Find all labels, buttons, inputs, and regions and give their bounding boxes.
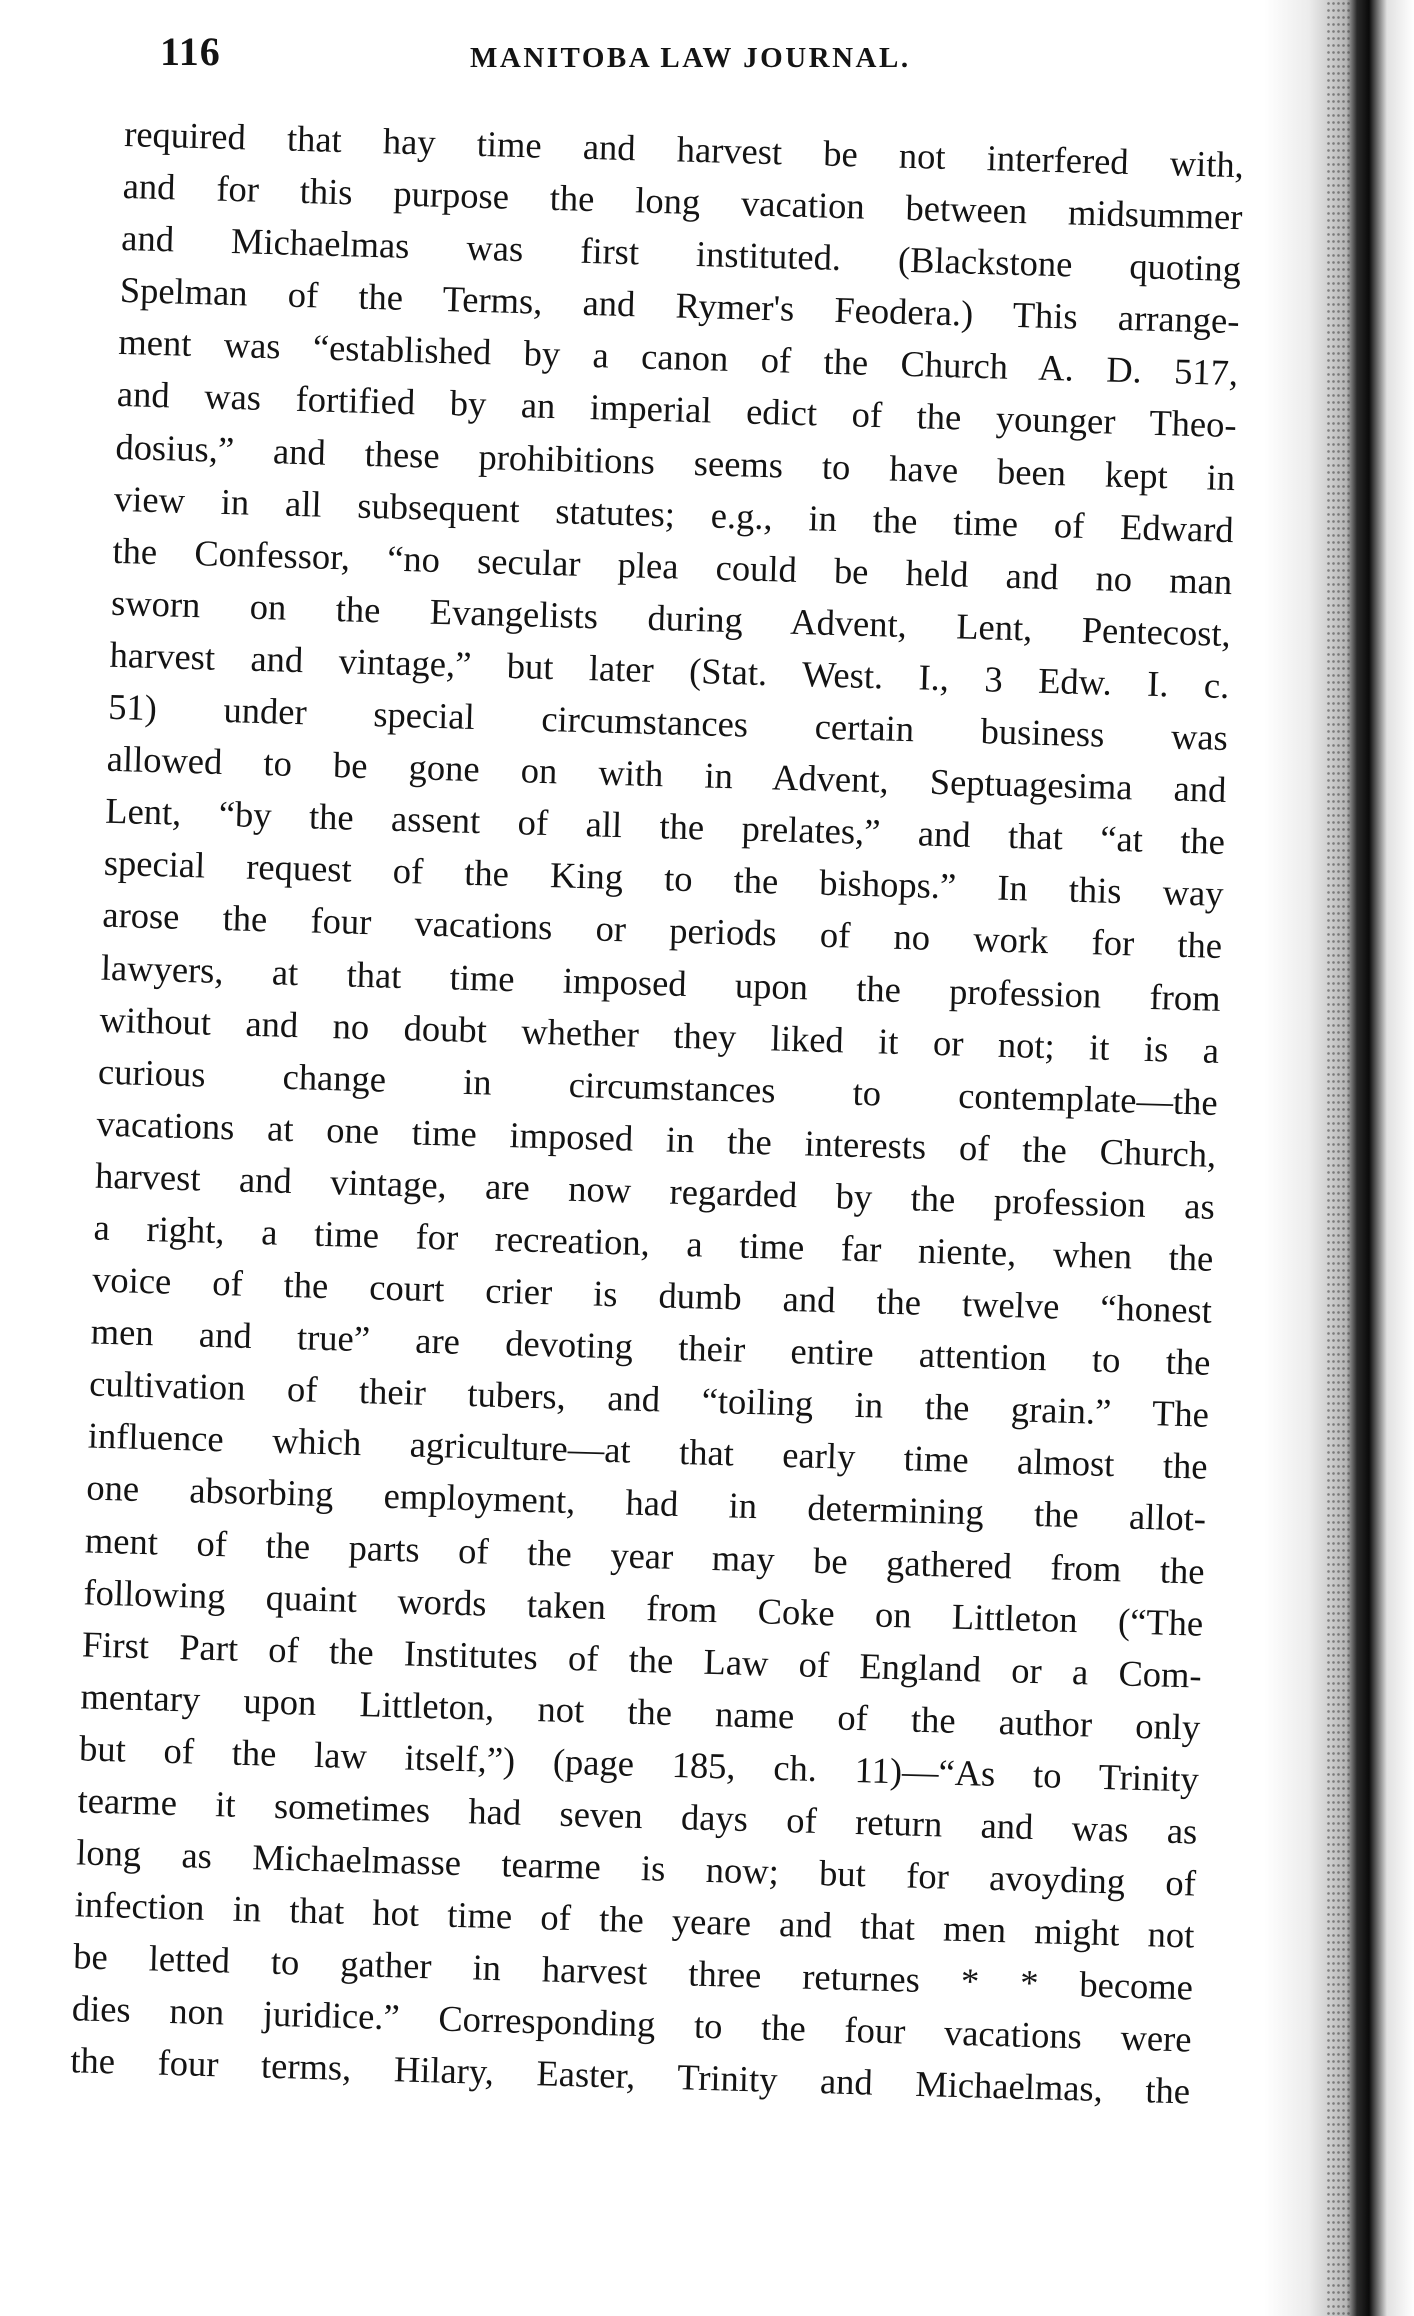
text-line: harvest and vintage,” but later (Stat. West. I., 3 Edw. I. c. [109, 633, 1230, 706]
text-line: view in all subsequent statutes; e.g., in the time of Edward [113, 477, 1235, 550]
text-line: allowed to be gone on with in Advent, Septuagesima and [106, 737, 1227, 811]
text-line: curious change in circumstances to contemplate—the [97, 1050, 1219, 1123]
text-line: 51) under special circumstances certain business was [107, 685, 1229, 759]
text-line: First Part of the Institutes of the Law of England or a Com- [81, 1623, 1203, 1696]
text-line: mentary upon Littleton, not the name of the author only [80, 1675, 1201, 1748]
text-line: a right, a time for recreation, a time far niente, when the [93, 1206, 1214, 1279]
text-line: be letted to gather in harvest three returnes * * become [72, 1935, 1194, 2008]
text-line: dosius,” and these prohibitions seems to have been kept in [114, 425, 1236, 498]
text-line: men and true” are devoting their entire attention to the [90, 1310, 1211, 1383]
text-line: vacations at one time imposed in the interests of the Church, [96, 1102, 1217, 1175]
text-line: one absorbing employment, had in determining the allot- [85, 1466, 1207, 1540]
text-line: and Michaelmas was first instituted. (Blackstone quoting [120, 217, 1242, 290]
text-line: ment of the parts of the year may be gathered from the [84, 1518, 1206, 1592]
text-line: but of the law itself,”) (page 185, ch. 11)—“As to Trinity [78, 1727, 1200, 1800]
running-head: MANITOBA LAW JOURNAL. [470, 42, 911, 74]
page-header [160, 22, 1250, 82]
text-line: arose the four vacations or periods of no work for the [101, 894, 1223, 967]
text-line: Spelman of the Terms, and Rymer's Feodera.) This arrange- [119, 269, 1241, 342]
text-line: tearme it sometimes had seven days of return and was as [77, 1779, 1198, 1852]
text-line: voice of the court crier is dumb and the twelve “honest [91, 1258, 1213, 1331]
text-line: and was fortified by an imperial edict of the younger Theo- [116, 373, 1238, 446]
text-line: cultivation of their tubers, and “toiling in the grain.” The [88, 1362, 1210, 1436]
text-line: infection in that hot time of the yeare and that men might not [74, 1883, 1195, 1956]
text-line: influence which agriculture—at that early time almost the [87, 1414, 1209, 1488]
text-line: the Confessor, “no secular plea could be held and no man [112, 529, 1233, 602]
text-line: lawyers, at that time imposed upon the profession from [100, 946, 1222, 1019]
text-line: special request of the King to the bishops.” In this way [103, 842, 1225, 915]
text-line: harvest and vintage, are now regarded by the profession as [94, 1154, 1216, 1227]
text-line: required that hay time and harvest be not interfered with, [123, 112, 1245, 186]
text-line: and for this purpose the long vacation between midsummer [122, 165, 1243, 238]
binding-speckle [1326, 0, 1352, 2316]
page-number: 116 [160, 29, 221, 74]
text-line: sworn on the Evangelists during Advent, Lent, Pentecost, [110, 581, 1232, 654]
text-line: ment was “established by a canon of the Church A. D. 517, [117, 321, 1239, 394]
text-line: the four terms, Hilary, Easter, Trinity and Michaelmas, the [69, 2039, 1191, 2112]
body-text [70, 108, 1245, 2118]
text-line: long as Michaelmasse tearme is now; but for avoyding of [75, 1831, 1197, 1904]
text-line: without and no doubt whether they liked it or not; it is a [98, 998, 1220, 1071]
text-line: Lent, “by the assent of all the prelates,” and that “at the [104, 789, 1226, 863]
text-line: following quaint words taken from Coke on Littleton (“The [82, 1571, 1204, 1644]
text-line: dies non juridice.” Corresponding to the four vacations were [71, 1987, 1193, 2060]
